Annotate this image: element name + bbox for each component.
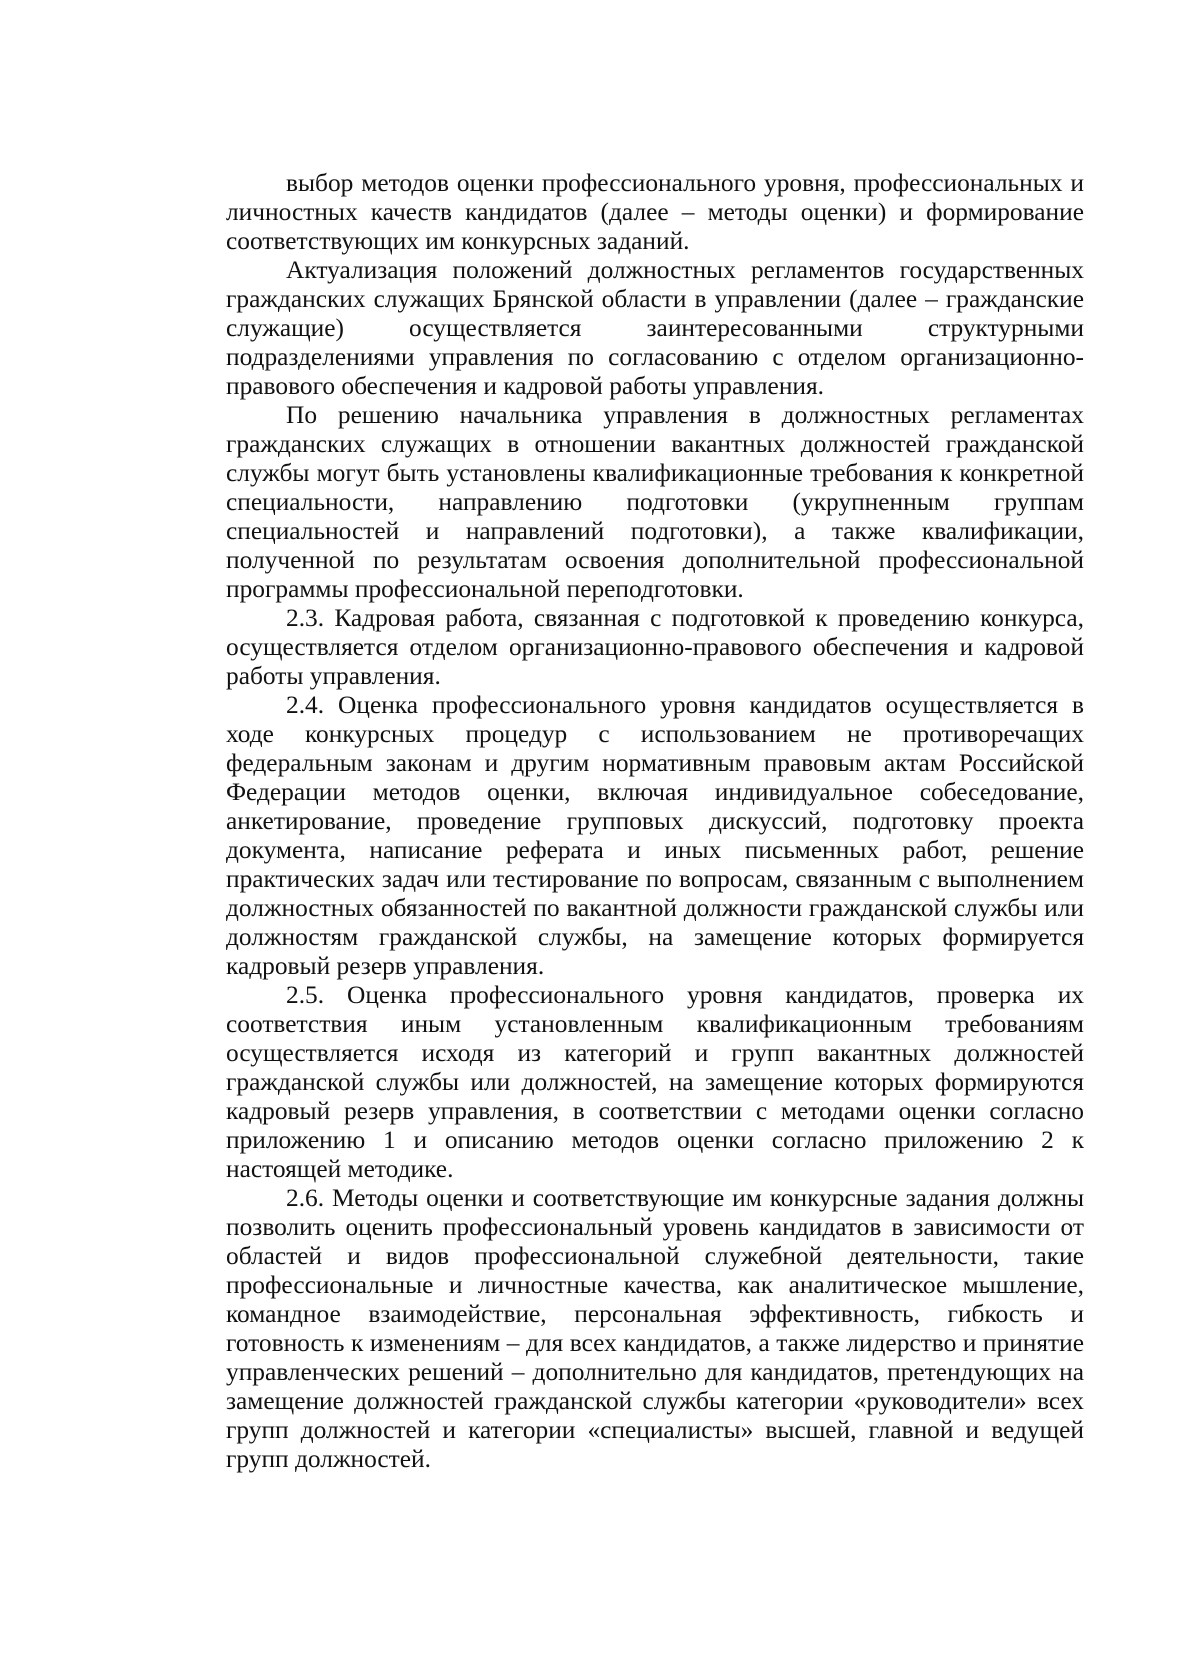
paragraph-2-4: 2.4. Оценка профессионального уровня кандидатов осуществляется в ходе конкурсных процедур с использованием не противоречащих федеральным законам и другим нормативным правовым актам Российской Федерации методов оценки, включая индивидуальное собеседование, анкетирование, проведение групповых дискуссий, подготовку проекта документа, написание реферата и иных письменных работ, решение практических задач или тестирование по вопросам, связанным с выполнением должностных обязанностей по вакантной должности гражданской службы или должностям гражданской службы, на замещение которых формируется кадровый резерв управления.: [226, 691, 1084, 980]
document-body: [226, 169, 1084, 1474]
paragraph-2-3: 2.3. Кадровая работа, связанная с подготовкой к проведению конкурса, осуществляется отделом организационно-правового обеспечения и кадровой работы управления.: [226, 604, 1084, 690]
paragraph-2-5: 2.5. Оценка профессионального уровня кандидатов, проверка их соответствия иным установленным квалификационным требованиям осуществляется исходя из категорий и групп вакантных должностей гражданской службы или должностей, на замещение которых формируются кадровый резерв управления, в соответствии с методами оценки согласно приложению 1 и описанию методов оценки согласно приложению 2 к настоящей методике.: [226, 981, 1084, 1183]
paragraph-methods-selection: выбор методов оценки профессионального уровня, профессиональных и личностных качеств кандидатов (далее – методы оценки) и формирование соответствующих им конкурсных заданий.: [226, 169, 1084, 255]
paragraph-2-6: 2.6. Методы оценки и соответствующие им конкурсные задания должны позволить оценить профессиональный уровень кандидатов в зависимости от областей и видов профессиональной служебной деятельности, такие профессиональные и личностные качества, как аналитическое мышление, командное взаимодействие, персональная эффективность, гибкость и готовность к изменениям – для всех кандидатов, а также лидерство и принятие управленческих решений – дополнительно для кандидатов, претендующих на замещение должностей гражданской службы категории «руководители» всех групп должностей и категории «специалисты» высшей, главной и ведущей групп должностей.: [226, 1184, 1084, 1473]
paragraph-regulations-update: Актуализация положений должностных регламентов государственных гражданских служащих Брянской области в управлении (далее – гражданские служащие) осуществляется заинтересованными структурными подразделениями управления по согласованию с отделом организационно-правового обеспечения и кадровой работы управления.: [226, 256, 1084, 400]
paragraph-qualification-requirements: По решению начальника управления в должностных регламентах гражданских служащих в отношении вакантных должностей гражданской службы могут быть установлены квалификационные требования к конкретной специальности, направлению подготовки (укрупненным группам специальностей и направлений подготовки), а также квалификации, полученной по результатам освоения дополнительной профессиональной программы профессиональной переподготовки.: [226, 401, 1084, 603]
